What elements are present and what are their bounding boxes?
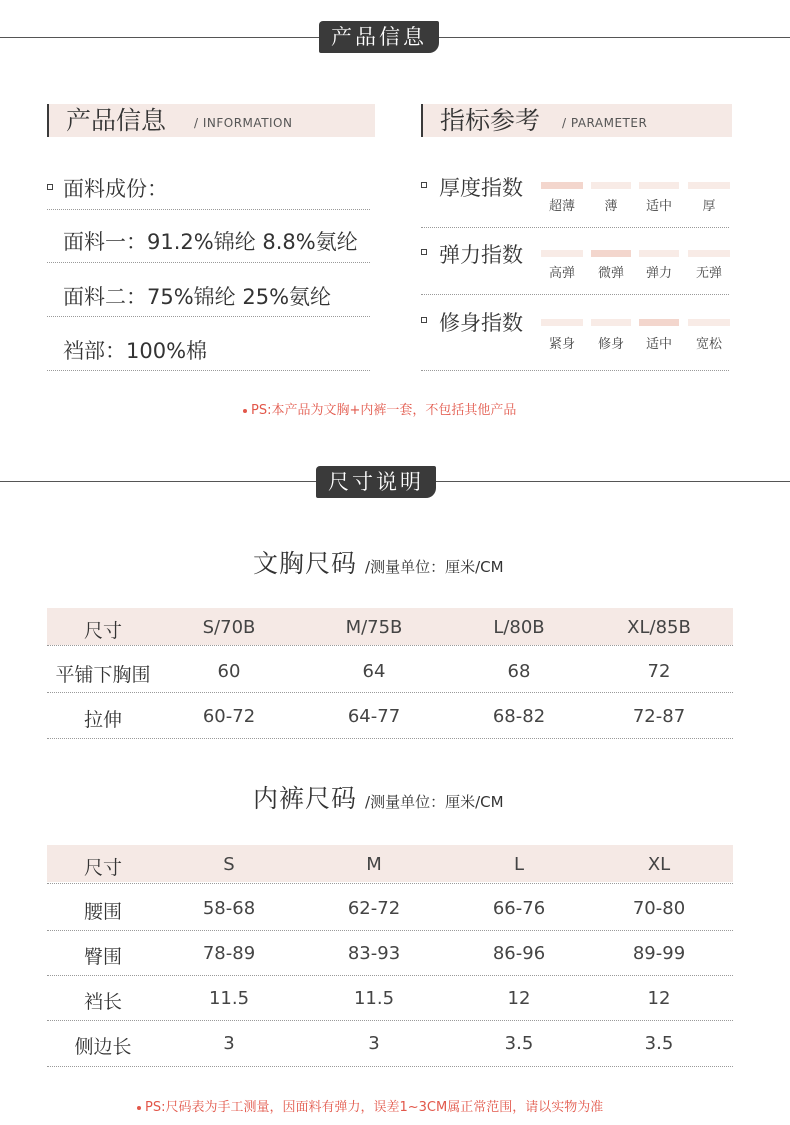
panty-table-title	[253, 779, 504, 815]
thickness-bar-2	[591, 182, 631, 189]
fit-bar-3	[639, 319, 679, 326]
panty-table-unit: /测量单位：厘米/CM	[365, 793, 504, 811]
divider	[47, 975, 733, 976]
set-note-text: PS:本产品为文胸+内裤一套，不包括其他产品	[251, 403, 517, 418]
thickness-option-2: 薄	[604, 199, 618, 214]
elasticity-option-2: 微弹	[597, 266, 624, 281]
divider	[47, 645, 733, 646]
bra-table-unit: /测量单位：厘米/CM	[365, 558, 504, 576]
divider	[421, 227, 729, 228]
fit-bar-4	[688, 319, 730, 326]
bra-table-title-text: 文胸尺码	[253, 549, 358, 578]
bra-header-col-2: M/75B	[345, 617, 403, 638]
info-title: 产品信息	[66, 106, 167, 135]
divider	[47, 883, 733, 884]
measurement-note-text: PS:尺码表为手工测量，因面料有弹力，误差1~3CM属正常范围，请以实物为准	[145, 1100, 604, 1115]
table-cell: 64	[362, 661, 386, 682]
bra-header-col-4: XL/85B	[627, 617, 691, 638]
thickness-bar-4	[688, 182, 730, 189]
thickness-option-1: 超薄	[548, 199, 575, 214]
fabric-line-3: 裆部：100%棉	[63, 339, 208, 363]
table-cell: 3.5	[504, 1033, 534, 1054]
size-section-banner: 尺寸说明	[316, 466, 436, 498]
panty-header-size: 尺寸	[83, 857, 122, 879]
elasticity-bar-1	[541, 250, 583, 257]
elasticity-label: 弹力指数	[439, 243, 523, 267]
table-cell: 72	[647, 661, 671, 682]
divider	[47, 692, 733, 693]
parameter-bullet-icon	[421, 317, 427, 323]
thickness-bar-3	[639, 182, 679, 189]
note-dot-icon	[137, 1106, 141, 1110]
thickness-option-3: 适中	[645, 199, 672, 214]
table-cell: 72-87	[632, 706, 686, 727]
table-cell: 68	[507, 661, 531, 682]
table-cell: 11.5	[208, 988, 250, 1009]
bra-header-size: 尺寸	[83, 620, 122, 642]
divider	[47, 1020, 733, 1021]
panty-header-col-4: XL	[647, 854, 671, 875]
table-cell: 60-72	[202, 706, 256, 727]
fit-option-4: 宽松	[695, 337, 722, 352]
thickness-bar-1	[541, 182, 583, 189]
bra-row-label: 平铺下胸围	[55, 664, 151, 686]
table-cell: 11.5	[353, 988, 395, 1009]
parameter-subtitle: / PARAMETER	[562, 116, 648, 130]
table-cell: 58-68	[202, 898, 256, 919]
bra-header-col-1: S/70B	[202, 617, 256, 638]
fit-option-1: 紧身	[548, 337, 575, 352]
divider	[47, 1066, 733, 1067]
panty-row-label: 裆长	[83, 991, 122, 1013]
info-header	[47, 104, 375, 137]
table-cell: 62-72	[347, 898, 401, 919]
bra-header-col-3: L/80B	[493, 617, 545, 638]
table-cell: 66-76	[492, 898, 546, 919]
parameter-bullet-icon	[421, 249, 427, 255]
table-cell: 68-82	[492, 706, 546, 727]
divider	[47, 209, 370, 210]
table-cell: 83-93	[347, 943, 401, 964]
divider	[47, 930, 733, 931]
parameter-header	[421, 104, 732, 137]
info-subtitle: / INFORMATION	[194, 116, 293, 130]
fit-bar-1	[541, 319, 583, 326]
panty-header-col-1: S	[223, 854, 235, 875]
table-cell: 12	[507, 988, 531, 1009]
note-dot-icon	[243, 409, 247, 413]
set-note	[243, 399, 516, 418]
table-cell: 70-80	[632, 898, 686, 919]
table-cell: 3	[368, 1033, 380, 1054]
thickness-label: 厚度指数	[439, 176, 523, 200]
bra-table-title	[253, 544, 504, 580]
info-section-banner: 产品信息	[319, 21, 439, 53]
divider	[421, 294, 729, 295]
parameter-bullet-icon	[421, 182, 427, 188]
table-cell: 3.5	[644, 1033, 674, 1054]
table-cell: 3	[223, 1033, 235, 1054]
elasticity-option-3: 弹力	[645, 266, 672, 281]
fit-option-3: 适中	[645, 337, 672, 352]
fit-bar-2	[591, 319, 631, 326]
elasticity-bar-3	[639, 250, 679, 257]
fit-label: 修身指数	[439, 311, 523, 335]
measurement-note	[137, 1096, 603, 1115]
fit-option-2: 修身	[597, 337, 624, 352]
elasticity-bar-2	[591, 250, 631, 257]
bra-row-label: 拉伸	[83, 709, 122, 731]
panty-table-title-text: 内裤尺码	[253, 784, 358, 813]
table-cell: 78-89	[202, 943, 256, 964]
divider	[421, 370, 729, 371]
divider	[47, 316, 370, 317]
parameter-title: 指标参考	[440, 106, 541, 135]
bra-size-table	[47, 608, 733, 740]
thickness-option-4: 厚	[702, 199, 716, 214]
panty-row-label: 臀围	[83, 946, 122, 968]
fabric-line-1: 面料一：91.2%锦纶 8.8%氨纶	[63, 230, 358, 254]
fabric-bullet-icon	[47, 184, 53, 190]
fabric-heading: 面料成份：	[63, 177, 168, 201]
panty-row-label: 腰围	[83, 901, 122, 923]
table-cell: 64-77	[347, 706, 401, 727]
table-cell: 60	[217, 661, 241, 682]
table-cell: 12	[647, 988, 671, 1009]
panty-size-table	[47, 845, 733, 1067]
table-cell: 89-99	[632, 943, 686, 964]
elasticity-option-1: 高弹	[548, 266, 575, 281]
table-cell: 86-96	[492, 943, 546, 964]
divider	[47, 262, 370, 263]
divider	[47, 370, 370, 371]
elasticity-bar-4	[688, 250, 730, 257]
panty-header-col-3: L	[513, 854, 525, 875]
divider	[47, 738, 733, 739]
panty-header-col-2: M	[366, 854, 382, 875]
fabric-line-2: 面料二：75%锦纶 25%氨纶	[63, 285, 332, 309]
panty-row-label: 侧边长	[74, 1036, 132, 1058]
elasticity-option-4: 无弹	[695, 266, 722, 281]
